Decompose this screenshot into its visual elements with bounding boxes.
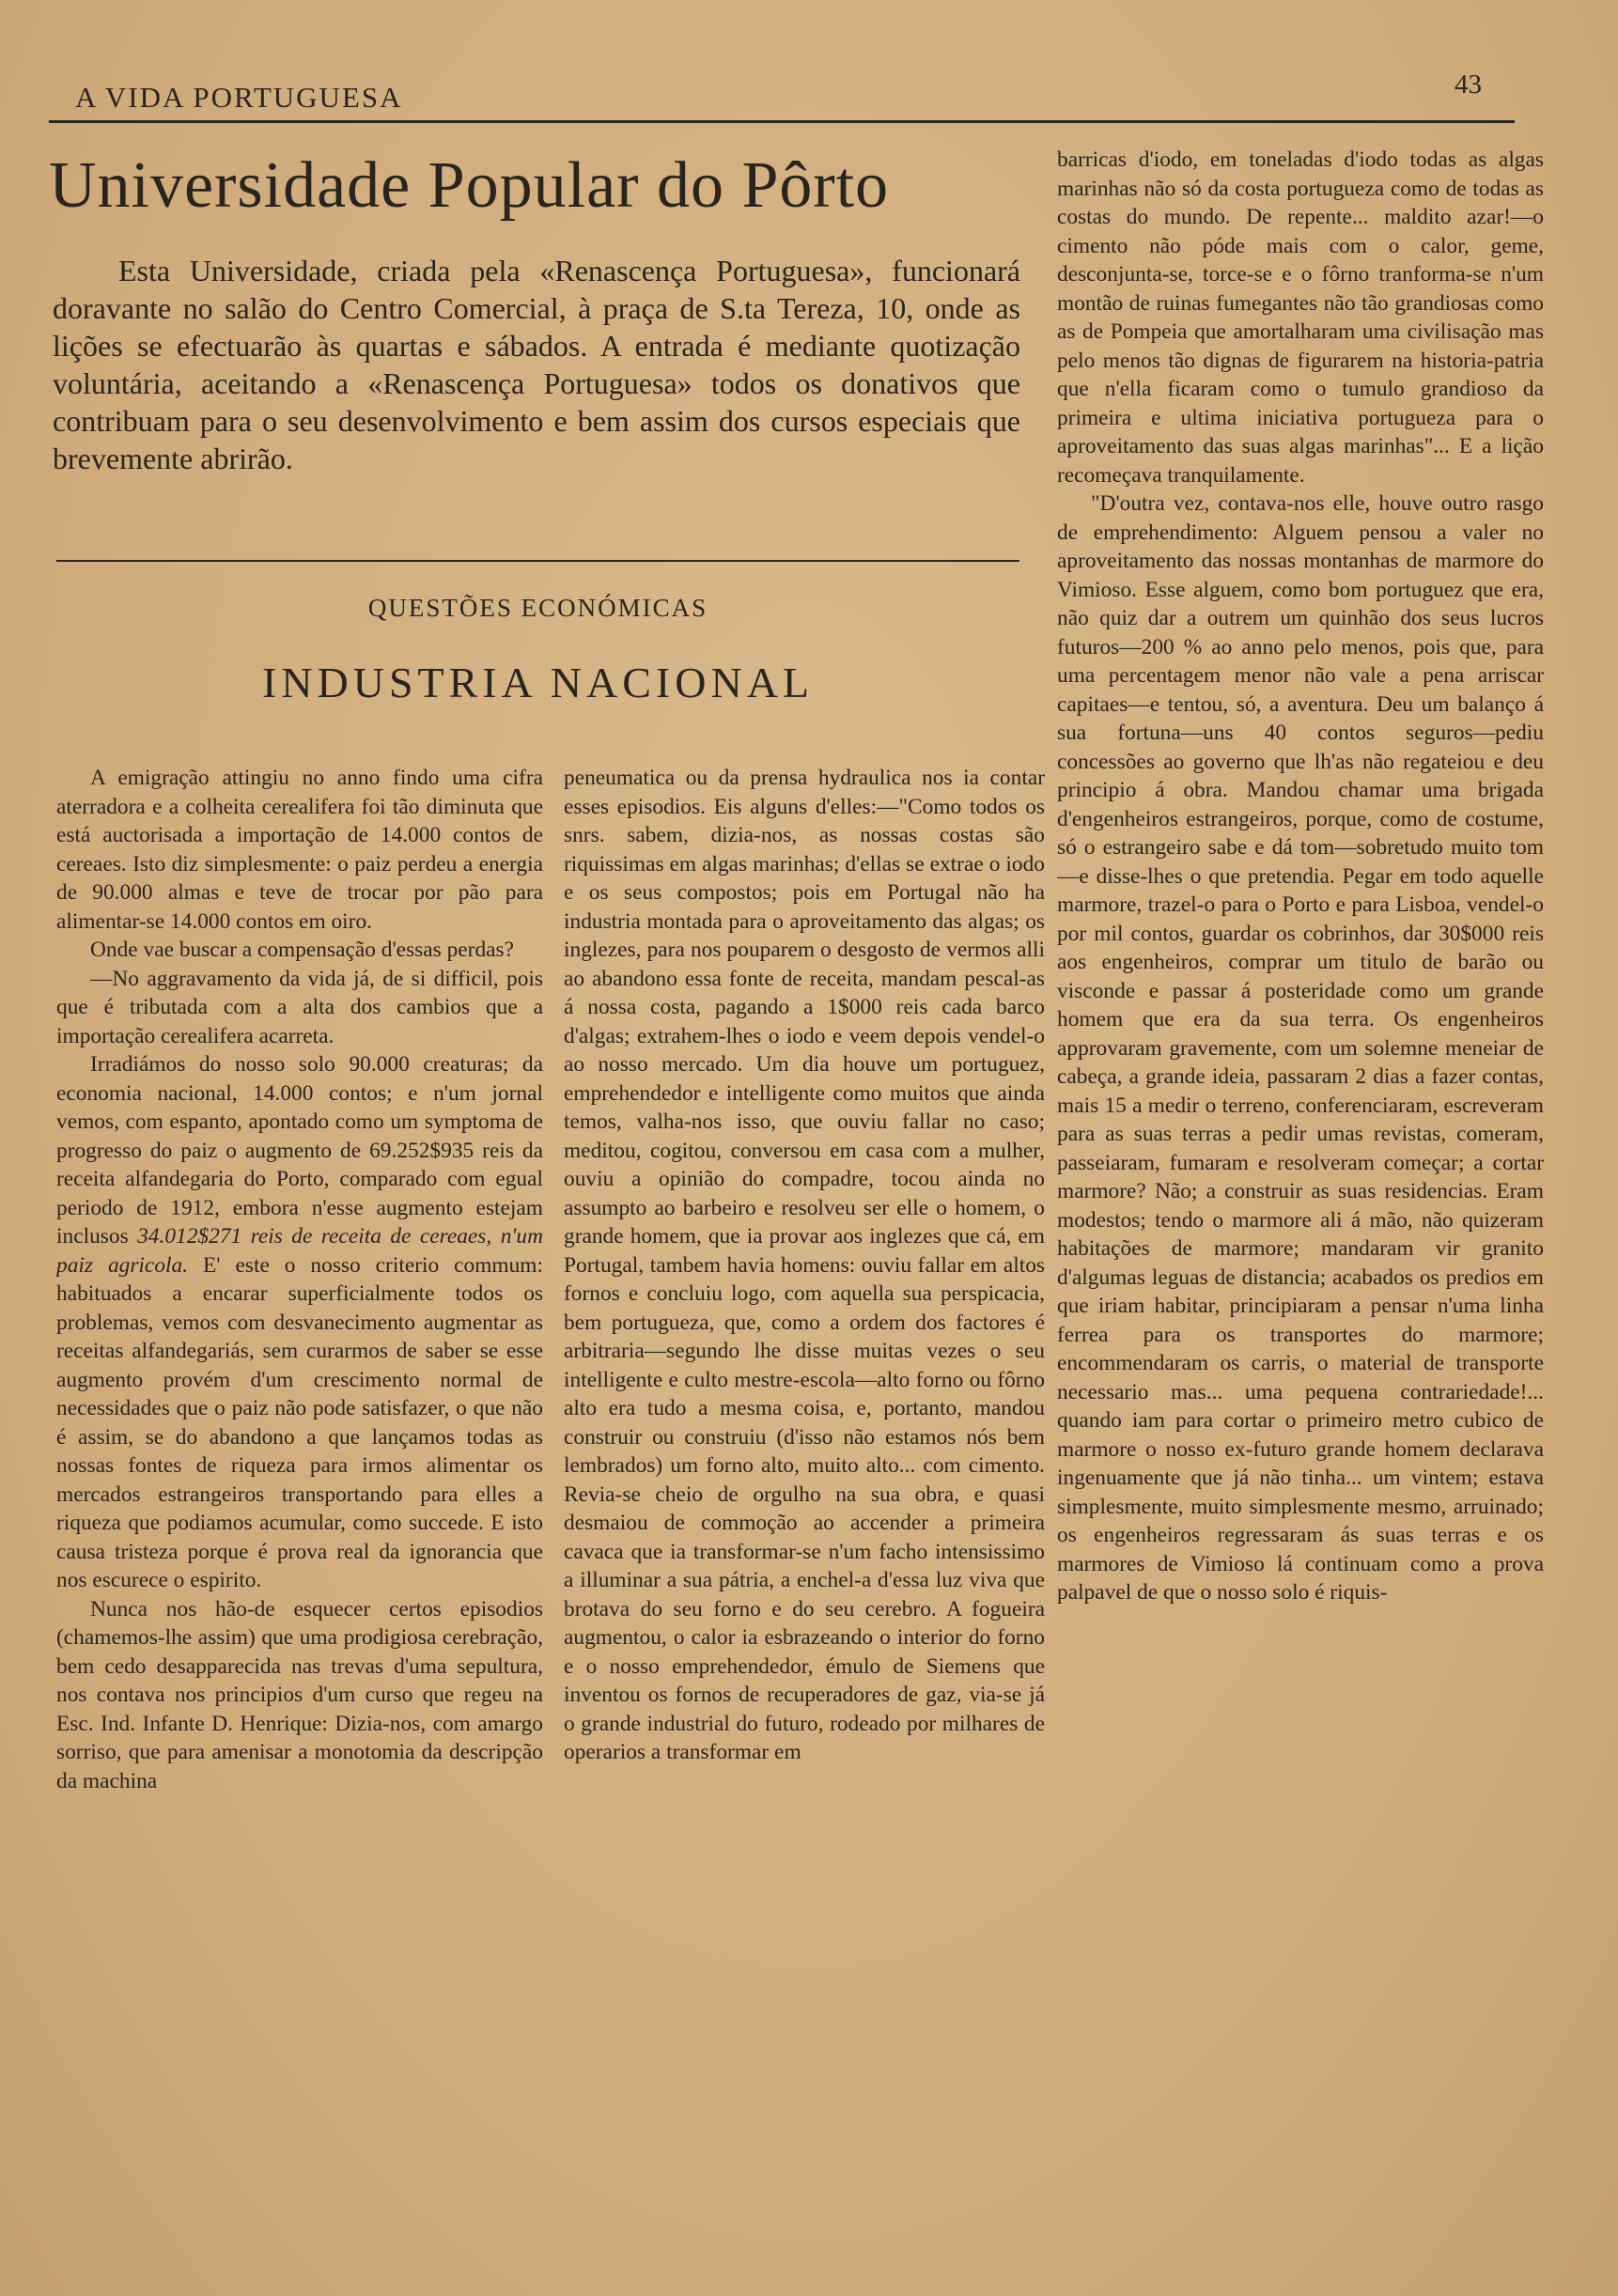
paragraph: "D'outra vez, contava-nos elle, houve outro rasgo de emprehendimento: Alguem pensou a valer no aproveitamento das nossas montanhas de marmore do Vimioso. Esse alguem, como bom portuguez que era, não quiz dar a outrem um quinhão dos seus lucros futuros—200 % ao anno pelo menos, pois que, para uma percentagem menor não vale a pena arriscar capitaes—e tentou, só, a aventura. Deu um balanço á sua fortuna—uns 40 contos seguros—pediu concessões ao governo que lh'as não regateiou e deu principio á obra. Mandou chamar uma brigada d'engenheiros estrangeiros, porque, como de costume, só o estrangeiro sabe e dá tom—sobretudo muito tom—e disse-lhes o que pretendia. Pegar em todo aquelle marmore, trazel-o para o Porto e para Lisboa, vendel-o por mil contos, guardar os cobrinhos, dar 30$000 reis aos engenheiros, comprar um titulo de barão ou visconde e passar á posteridade como um grande homem que era da sua terra. Os engenheiros approvaram gravemente, com um solemne meneiar de cabeça, a grande ideia, passaram 2 dias a fazer contas, mais 15 a medir o terreno, conferenciaram, escreveram para as suas terras a pedir umas revistas, comeram, passeiaram, fumaram e resolveram começar; a cortar marmore? Não; a construir as suas residencias. Eram modestos; tendo o marmore ali á mão, não quizeram habitações de marmore; mandaram vir granito d'algumas leguas de distancia; acabados os predios em que iriam habitar, principiaram a pensar n'uma linha ferrea para os transportes do marmore; encommendaram os carris, o material de transporte necessario mas... uma pequena contrariedade!... quando iam para cortar o primeiro metro cubico de marmore o nosso ex-futuro grande homem declarava ingenuamente que já não tinha... um vintem; estava simplesmente, muito simplesmente mesmo, arruinado; os engenheiros regressaram ás suas terras e os marmores de Vimioso lá continuam como a prova palpavel de que o nosso solo é riquis-	[1057, 491, 1544, 1605]
universidade-title: Universidade Popular do Pôrto	[49, 149, 890, 222]
universidade-announcement: Esta Universidade, criada pela «Renascença Portuguesa», funcionará doravante no salão do Centro Comercial, à praça de S.ta Tereza, 10, onde as lições se efectuarão às quartas e sábados. A entrada é mediante quotização voluntária, aceitando a «Renascença Portuguesa» todos os donativos que contribuam para o seu desenvolvimento e bem assim dos cursos especiais que brevemente abrirão.	[53, 254, 1020, 475]
article-column-1	[56, 764, 543, 2164]
paragraph	[56, 1050, 543, 1595]
text-run: Irradiámos do nosso solo 90.000 creaturas; da economia nacional, 14.000 contos; e n'um jornal vemos, com espanto, apontado como um symptoma de progresso do paiz o augmento de 69.252$935 reis da receita alfandegaria do Porto, comparado com egual periodo de 1912, embora n'esse augmento estejam inclusos	[56, 1052, 543, 1249]
paragraph: barricas d'iodo, em toneladas d'iodo todas as algas marinhas não só da costa portugueza como de todas as costas do mundo. De repente... maldito azar!—o cimento não póde mais com o calor, geme, desconjunta-se, torce-se e o fôrno tranforma-se n'um montão de ruinas fumegantes não tão grandiosas como as de Pompeia que amortalharam uma civilisação mas pelo menos tão dignas de figurarem na historia-patria que n'ella ficaram como o tumulo grandioso da primeira e ultima iniciativa portugueza para o aproveitamento das suas algas marinhas"... E a lição recomeçava tranquilamente.	[1057, 147, 1544, 488]
text-run: E' este o nosso criterio commum: habituados a encarar superficialmente todos os problemas, vemos com desvanecimento augmentar as receitas alfandegariás, sem curarmos de saber se esse augmento provém d'um crescimento normal de necessidades que o paiz não pode satisfazer, o que não é assim, se do abandono a que lançamos todas as nossas fontes de riqueza para irmos alimentar os mercados estrangeiros transportando para elles a riqueza que podiamos acumular, como succede. E isto causa tristeza porque é prova real da ignorancia que nos escurece o espirito.	[56, 1252, 543, 1592]
section-label: QUESTÕES ECONÓMICAS	[367, 594, 708, 622]
paragraph: A emigração attingiu no anno findo uma cifra aterradora e a colheita cerealifera foi tão diminuta que está auctorisada a importação de 14.000 contos de cereaes. Isto diz simplesmente: o paiz perdeu a energia de 90.000 almas e teve de trocar por pão para alimentar-se 14.000 contos em oiro.	[56, 766, 543, 934]
paragraph: Onde vae buscar a compensação d'essas perdas?	[90, 938, 515, 962]
article-column-3	[1057, 146, 1544, 2156]
running-head: A VIDA PORTUGUESA	[75, 81, 403, 114]
article-title: INDUSTRIA NACIONAL	[261, 659, 815, 706]
paragraph: —No aggravamento da vida já, de si difficil, pois que é tributada com a alta dos cambios que a importação cerealifera acarreta.	[56, 966, 543, 1048]
header-rule	[49, 120, 1515, 123]
paragraph: Nunca nos hão-de esquecer certos episodios (chamemos-lhe assim) que uma prodigiosa cerebração, bem cedo desapparecida nas trevas d'uma sepultura, nos contava nos principios d'um curso que regeu na Esc. Ind. Infante D. Henrique: Dizia-nos, com amargo sorriso, que para amenisar a monotomia da descripção da machina	[56, 1596, 543, 1793]
paragraph: peneumatica ou da prensa hydraulica nos ia contar esses episodios. Eis alguns d'elles:—"Como todos os snrs. sabem, dizia-nos, as nossas costas são riquissimas em algas marinhas; d'ellas se extrae o iodo e os seus compostos; pois em Portugal não ha industria montada para o aproveitamento das algas; os inglezes, para nos pouparem o desgosto de vermos alli ao abandono essa fonte de receita, mandam pescal-as á nossa costa, pagando a 1$000 reis cada barco d'algas; extrahem-lhes o iodo e veem depois vendel-o ao nosso mercado. Um dia houve um portuguez, emprehendedor e intelligente como muitos que ainda temos, valha-nos isso, que ouviu fallar no caso; meditou, cogitou, conversou em casa com a mulher, ouviu a opinião do compadre, tocou ainda no assumpto ao barbeiro e resolveu ser elle o homem, o grande homem, que ia provar aos inglezes que cá, em Portugal, tambem havia homens: ouviu fallar em altos fornos e concluiu logo, com aquella sua perspicacia, bem portugueza, que, como a ordem dos factores é arbitraria—segundo lhe disse muitas vezes o seu intelligente e culto mestre-escola—alto forno ou fôrno alto era tudo a mesma coisa, e, portanto, mandou construir ou construiu (d'isso não estamos nós bem lembrados) um forno alto, muito alto... com cimento. Revia-se cheio de orgulho na sua obra, e quasi desmaiou de commoção ao accender a primeira cavaca que ia transformar-se n'um facho intensissimo a illuminar a sua pátria, a enchel-a d'essa luz viva que brotava do seu forno e do seu cerebro. A fogueira augmentou, o calor ia esbrazeando o interior do forno e o nosso emprehendedor, émulo de Siemens que inventou os fornos de recuperadores de gaz, via-se já o grande industrial do futuro, rodeado por milhares de operarios a transformar em	[564, 766, 1045, 1764]
italic-figure: 34.012$271 reis de receita de cereaes, n'um paiz agricola.	[56, 1224, 543, 1278]
page-number: 43	[1455, 70, 1482, 100]
article-column-2	[564, 764, 1045, 2164]
section-rule	[56, 560, 1019, 562]
